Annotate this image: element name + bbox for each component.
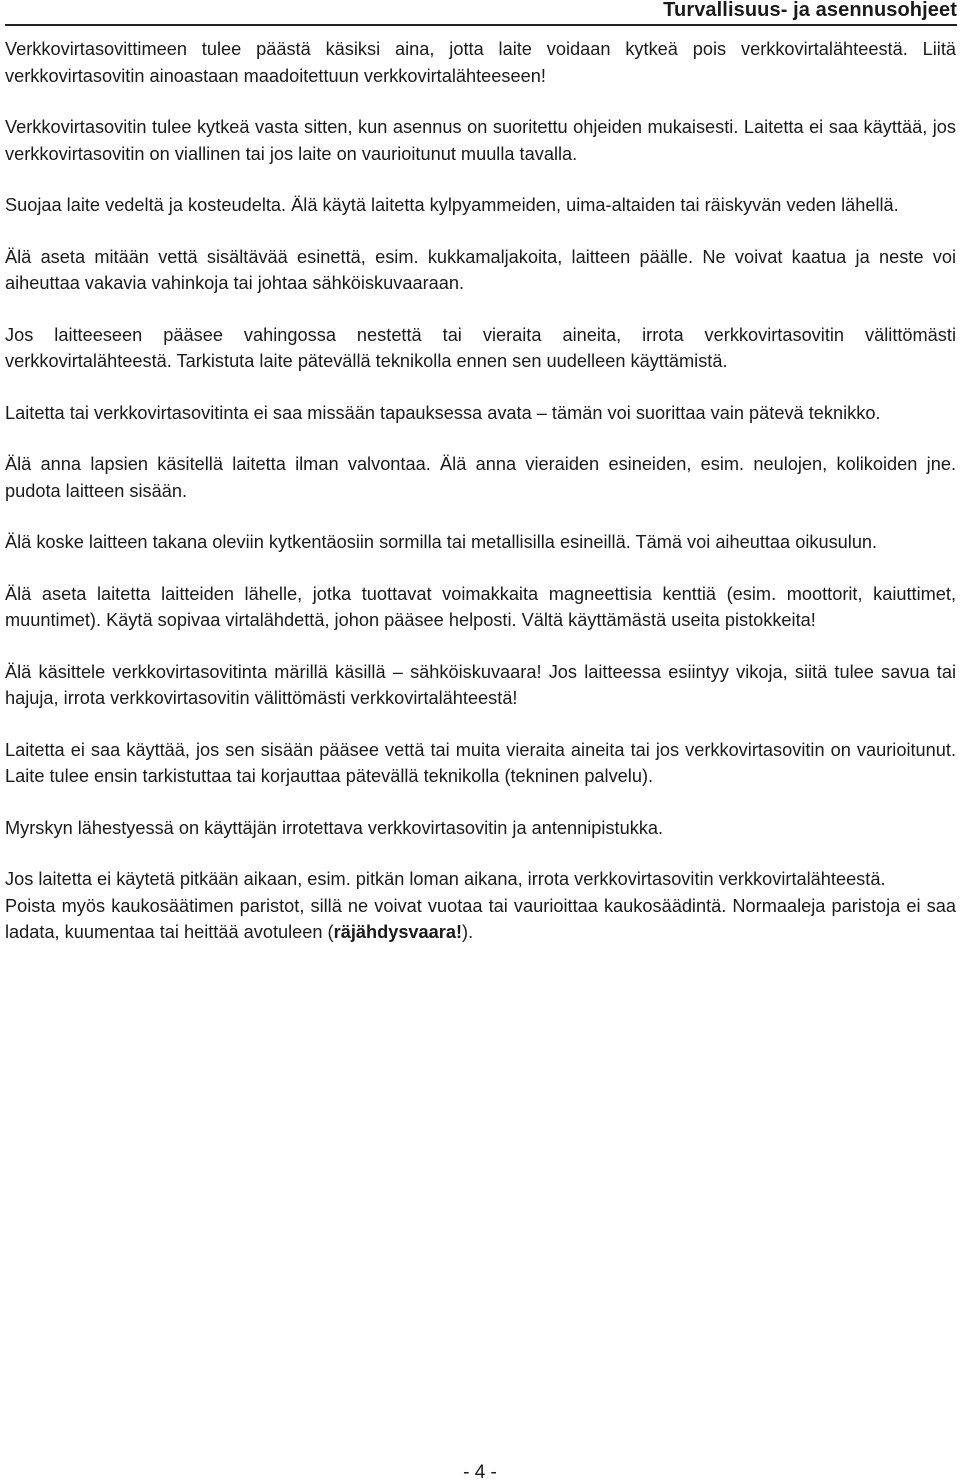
paragraph-foreign-matter: Jos laitteeseen pääsee vahingossa nestettä tai vieraita aineita, irrota verkkovirtasovitin välittömästi verkkovirtalähteestä. Tarkistuta laite pätevällä teknikolla ennen sen uudelleen käyttämistä. [5,324,956,371]
paragraph-liquid-objects: Älä aseta mitään vettä sisältävää esinettä, esim. kukkamaljakoita, laitteen päälle. Ne voivat kaatua ja neste voi aiheuttaa vakavia vahinkoja tai johtaa sähköiskuvaaraan. [5,246,956,293]
page-number: - 4 - [463,1462,497,1483]
paragraph-moisture: Suojaa laite vedeltä ja kosteudelta. Älä käytä laitetta kylpyammeiden, uima-altaiden tai räiskyvän veden lähellä. [5,195,899,215]
paragraph-batteries [5,893,956,946]
paragraph-magnetic-fields: Älä aseta laitetta laitteiden lähelle, jotka tuottavat voimakkaita magneettisia kenttiä (esim. moottorit, kaiuttimet, muuntimet). Käytä sopivaa virtalähdettä, johon pääsee helposti. Vältä käyttämästä useita pistokkeita! [5,583,956,630]
paragraph-thunderstorm: Myrskyn lähestyessä on käyttäjän irrotettava verkkovirtasovitin ja antennipistukka. [5,817,664,838]
section-title: Turvallisuus- ja asennusohjeet [663,0,957,21]
paragraph-damaged-device: Laitetta ei saa käyttää, jos sen sisään pääsee vettä tai muita vieraita aineita tai jos verkkovirtasovitin on vaurioitunut. Laite tulee ensin tarkistuttaa tai korjauttaa pätevällä teknikolla (tekninen palvelu). [5,739,956,786]
paragraph-connectors: Älä koske laitteen takana oleviin kytkentäosiin sormilla tai metallisilla esineillä. Tämä voi aiheuttaa oikusulun. [5,532,878,552]
paragraph-connect-after-install: Verkkovirtasovitin tulee kytkeä vasta sitten, kun asennus on suoritettu ohjeiden mukaisesti. Laitetta ei saa käyttää, jos verkkovirtasovitin on viallinen tai jos laite on vaurioitunut muulla tavalla. [5,117,956,164]
batteries-text-end: ). [462,922,474,942]
safety-instructions [5,36,956,946]
paragraph-wet-hands: Älä käsittele verkkovirtasovitinta märillä käsillä – sähköiskuvaara! Jos laitteessa esiintyy vikoja, siitä tulee savua tai hajuja, irrota verkkovirtasovitin välittömästi verkkovirtalähteestä! [5,661,956,708]
paragraph-children: Älä anna lapsien käsitellä laitetta ilman valvontaa. Älä anna vieraiden esineiden, esim. neulojen, kolikoiden jne. pudota laitteen sisään. [5,454,956,501]
page-header [5,0,957,26]
paragraph-long-absence: Jos laitetta ei käytetä pitkään aikaan, esim. pitkän loman aikana, irrota verkkovirtasovitin verkkovirtalähteestä. [5,869,886,889]
paragraph-power-access: Verkkovirtasovittimeen tulee päästä käsiksi aina, jotta laite voidaan kytkeä pois verkkovirtalähteestä. Liitä verkkovirtasovitin ainoastaan maadoitettuun verkkovirtalähteeseen! [5,39,956,86]
paragraph-do-not-open: Laitetta tai verkkovirtasovitinta ei saa missään tapauksessa avata – tämän voi suorittaa vain pätevä teknikko. [5,402,881,423]
explosion-warning: räjähdysvaara! [333,922,463,942]
batteries-text: Poista myös kaukosäätimen paristot, sillä ne voivat vuotaa tai vaurioittaa kaukosäädintä. Normaaleja paristoja ei saa ladata, kuumentaa tai heittää avotuleen ( [5,895,956,942]
